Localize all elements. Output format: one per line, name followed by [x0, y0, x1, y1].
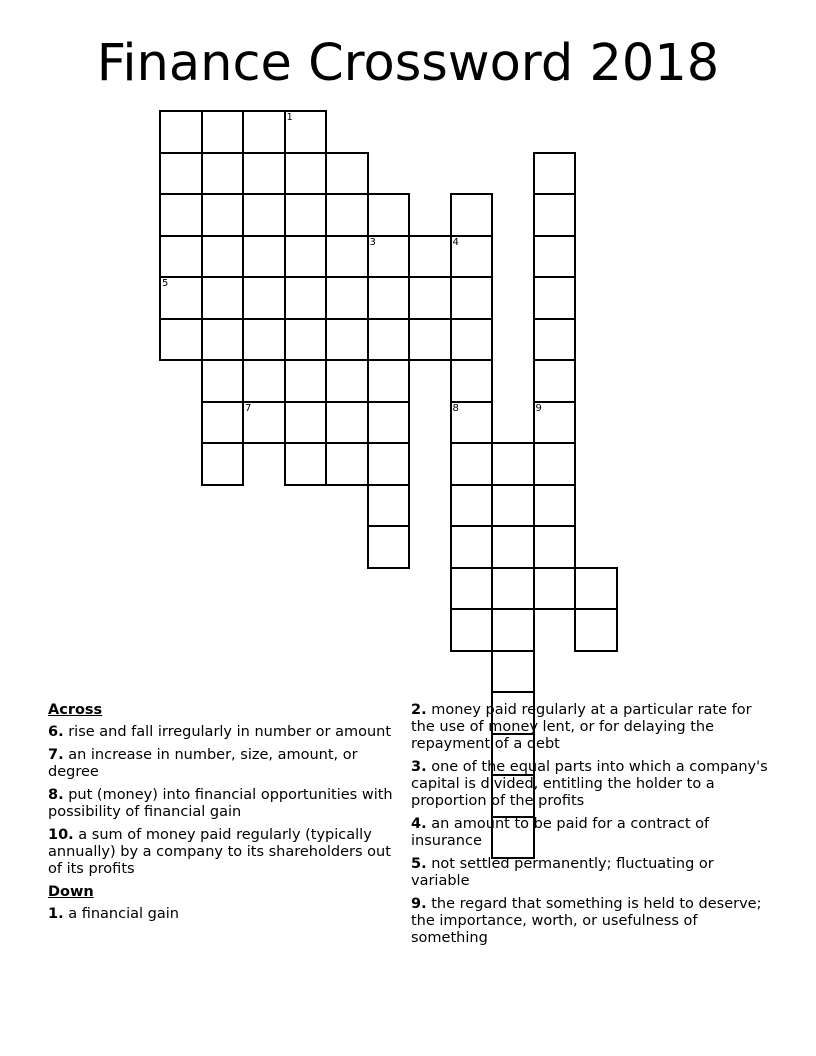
clue-text: a sum of money paid regularly (typically annually) by a company to its shareholders out of its profits	[48, 827, 391, 877]
crossword-cell[interactable]	[533, 276, 577, 320]
clue-number: 2.	[411, 702, 427, 718]
crossword-cell[interactable]	[367, 276, 411, 320]
crossword-cell[interactable]	[367, 401, 411, 445]
clue-number-label: 7	[245, 402, 252, 414]
crossword-cell[interactable]	[533, 193, 577, 237]
clue-number-label: 5	[162, 278, 169, 289]
crossword-cell[interactable]	[325, 318, 369, 362]
crossword-cell[interactable]	[242, 318, 286, 362]
crossword-cell[interactable]	[325, 442, 369, 486]
crossword-cell[interactable]	[533, 359, 577, 403]
crossword-cell[interactable]	[450, 359, 494, 403]
crossword-cell[interactable]	[201, 318, 245, 362]
crossword-cell[interactable]	[159, 235, 203, 279]
down-clue-5	[411, 856, 776, 890]
crossword-cell[interactable]	[201, 359, 245, 403]
crossword-cell[interactable]	[533, 442, 577, 486]
clue-number: 10.	[48, 827, 74, 843]
crossword-cell[interactable]	[491, 484, 535, 528]
crossword-cell[interactable]	[242, 235, 286, 279]
down-clue-1	[48, 906, 393, 923]
crossword-cell[interactable]	[242, 401, 286, 445]
crossword-cell[interactable]	[284, 318, 328, 362]
down-clue-9	[411, 896, 776, 947]
crossword-cell[interactable]	[450, 484, 494, 528]
clue-number-label: 1	[286, 112, 293, 123]
clue-number: 9.	[411, 896, 427, 912]
clue-text: rise and fall irregularly in number or amount	[63, 724, 392, 740]
crossword-cell[interactable]	[450, 235, 494, 279]
crossword-cell[interactable]	[159, 110, 203, 154]
crossword-cell[interactable]	[284, 193, 328, 237]
crossword-cell[interactable]	[325, 276, 369, 320]
crossword-cell[interactable]	[367, 484, 411, 528]
clue-number: 3.	[411, 759, 427, 775]
crossword-cell[interactable]	[450, 318, 494, 362]
crossword-cell[interactable]	[367, 359, 411, 403]
down-heading: Down	[48, 884, 94, 900]
crossword-cell[interactable]	[450, 608, 494, 652]
crossword-cell[interactable]	[450, 193, 494, 237]
crossword-cell[interactable]	[325, 152, 369, 196]
clue-number-label: 9	[535, 402, 542, 414]
crossword-cell[interactable]	[284, 110, 328, 154]
clue-number-label: 4	[452, 236, 459, 248]
crossword-cell[interactable]	[491, 650, 535, 694]
across-heading: Across	[48, 702, 103, 718]
page-title: Finance Crossword 2018	[96, 34, 720, 93]
clue-text: one of the equal parts into which a company's capital is divided, entitling the holder to a proportion of the profits	[411, 759, 768, 809]
clue-text: an amount to be paid for a contract of insurance	[411, 816, 710, 849]
crossword-cell[interactable]	[242, 276, 286, 320]
crossword-cell[interactable]	[408, 276, 452, 320]
crossword-cell[interactable]	[201, 235, 245, 279]
crossword-cell[interactable]	[533, 318, 577, 362]
clues-left-column	[48, 702, 393, 929]
crossword-cell[interactable]	[201, 152, 245, 196]
clue-number: 7.	[48, 747, 64, 763]
crossword-cell[interactable]	[284, 359, 328, 403]
crossword-cell[interactable]	[491, 525, 535, 569]
crossword-cell[interactable]	[242, 193, 286, 237]
crossword-cell[interactable]	[284, 152, 328, 196]
crossword-cell[interactable]	[159, 276, 203, 320]
across-clue-8	[48, 787, 393, 821]
clue-text: an increase in number, size, amount, or degree	[48, 747, 358, 780]
crossword-cell[interactable]	[201, 276, 245, 320]
crossword-cell[interactable]	[325, 401, 369, 445]
crossword-cell[interactable]	[491, 567, 535, 611]
crossword-cell[interactable]	[242, 359, 286, 403]
crossword-cell[interactable]	[201, 193, 245, 237]
crossword-cell[interactable]	[242, 110, 286, 154]
crossword-cell[interactable]	[242, 152, 286, 196]
clue-text: the regard that something is held to deserve; the importance, worth, or usefulness of something	[411, 896, 762, 946]
across-clue-10	[48, 827, 393, 878]
crossword-cell[interactable]	[450, 567, 494, 611]
crossword-cell[interactable]	[533, 525, 577, 569]
clue-text: put (money) into financial opportunities with possibility of financial gain	[48, 787, 393, 820]
across-clue-6	[48, 724, 393, 741]
crossword-cell[interactable]	[450, 525, 494, 569]
crossword-cell[interactable]	[491, 442, 535, 486]
crossword-cell[interactable]	[533, 567, 577, 611]
crossword-cell[interactable]	[574, 608, 618, 652]
clue-number-label: 3	[369, 236, 376, 248]
crossword-cell[interactable]	[491, 608, 535, 652]
crossword-cell[interactable]	[159, 193, 203, 237]
clue-text: not settled permanently; fluctuating or variable	[411, 856, 714, 889]
crossword-cell[interactable]	[450, 442, 494, 486]
crossword-cell[interactable]	[201, 442, 245, 486]
clue-number: 4.	[411, 816, 427, 832]
crossword-cell[interactable]	[533, 401, 577, 445]
crossword-cell[interactable]	[284, 276, 328, 320]
clue-number: 8.	[48, 787, 64, 803]
down-clue-2	[411, 702, 776, 753]
crossword-cell[interactable]	[367, 193, 411, 237]
crossword-cell[interactable]	[201, 401, 245, 445]
clues-right-column	[411, 702, 776, 953]
crossword-cell[interactable]	[408, 235, 452, 279]
crossword-cell[interactable]	[159, 152, 203, 196]
clue-text: money paid regularly at a particular rate for the use of money lent, or for delaying the repayment of a debt	[411, 702, 752, 752]
crossword-cell[interactable]	[367, 442, 411, 486]
crossword-cell[interactable]	[533, 235, 577, 279]
crossword-cell[interactable]	[450, 276, 494, 320]
crossword-cell[interactable]	[284, 235, 328, 279]
crossword-cell[interactable]	[533, 484, 577, 528]
clue-number: 1.	[48, 906, 64, 922]
crossword-cell[interactable]	[159, 318, 203, 362]
crossword-cell[interactable]	[284, 401, 328, 445]
clue-text: a financial gain	[63, 906, 179, 922]
clue-number-label: 8	[452, 402, 459, 414]
clue-number: 5.	[411, 856, 427, 872]
crossword-cell[interactable]	[284, 442, 328, 486]
crossword-cell[interactable]	[574, 567, 618, 611]
crossword-cell[interactable]	[533, 152, 577, 196]
clue-number: 6.	[48, 724, 64, 740]
down-clue-3	[411, 759, 776, 810]
down-clue-4	[411, 816, 776, 850]
crossword-cell[interactable]	[325, 235, 369, 279]
crossword-cell[interactable]	[325, 193, 369, 237]
crossword-cell[interactable]	[408, 318, 452, 362]
crossword-cell[interactable]	[367, 525, 411, 569]
crossword-cell[interactable]	[450, 401, 494, 445]
crossword-cell[interactable]	[201, 110, 245, 154]
crossword-cell[interactable]	[367, 318, 411, 362]
across-clue-7	[48, 747, 393, 781]
crossword-cell[interactable]	[325, 359, 369, 403]
crossword-cell[interactable]	[367, 235, 411, 279]
